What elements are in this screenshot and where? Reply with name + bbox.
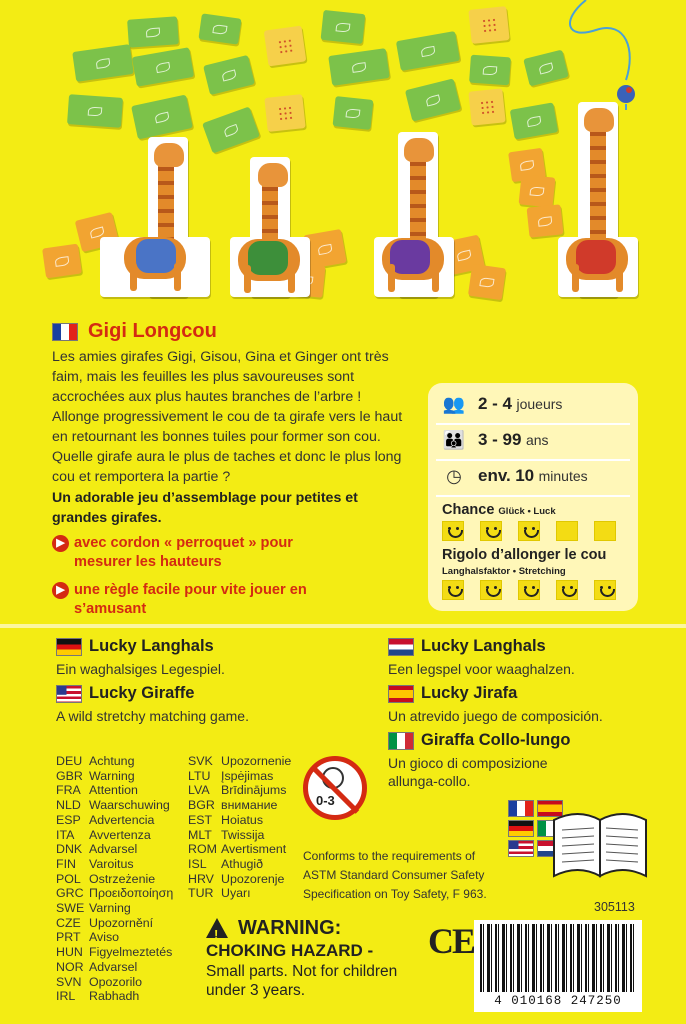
warning-subtitle: CHOKING HAZARD - [206,941,374,960]
country-code: DNK [56,842,83,857]
leaf-tile [396,31,460,71]
warning-word: Opozorilo [89,974,143,989]
time-unit: minutes [538,468,588,484]
smiley-icon [480,521,502,541]
smiley-icon [594,521,616,541]
country-code: HUN [56,945,83,960]
country-code: FIN [56,856,76,871]
warning-text: Small parts. Not for children under 3 years. [206,963,398,999]
title-it: Giraffa Collo-lungo [421,731,571,749]
players-row [442,393,562,415]
leaf-tile [510,102,559,139]
open-book-icon [552,806,648,878]
country-code: GRC [56,886,84,901]
warning-word: Aviso [89,930,120,945]
country-code: SWE [56,901,85,916]
warning-row [56,960,173,975]
smiley-icon [594,580,616,600]
title-de: Lucky Langhals [89,637,214,655]
time-prefix: env. [478,466,511,485]
leaf-tile [72,44,134,82]
country-code: NOR [56,959,84,974]
warning-word: Advarsel [89,842,138,857]
italian-heading [388,731,570,750]
time-value: 10 [515,466,535,485]
flag-germany-icon [508,820,534,837]
astm-conformity-text: Conforms to the requirements of ASTM Standard Consumer Safety Specification on Toy Safety, F 963. [303,849,487,901]
subtitle-de: Ein waghalsiges Legespiel. [56,661,225,677]
warning-row [56,769,173,784]
warning-word: Upozornenie [221,754,292,768]
time-row [442,465,588,487]
dice-tile [468,6,509,44]
country-code: MLT [188,827,212,842]
flag-netherlands-icon [388,638,414,656]
smiley-icon [442,580,464,600]
country-code: CZE [56,915,81,930]
subtitle-en: A wild stretchy matching game. [56,708,249,724]
title-nl: Lucky Langhals [421,637,546,655]
spot-tile [519,174,556,207]
warning-word: Προειδοποίηση [89,886,174,901]
leaf-tile [405,78,461,121]
leaf-tile [328,48,390,86]
section-divider [0,624,686,628]
smiley-icon [556,580,578,600]
divider [436,423,630,425]
warning-word: Upozornění [89,915,154,930]
warning-row [56,813,173,828]
leaf-tile [198,13,241,44]
arrow-right-icon: ▶ [52,535,69,552]
french-heading [52,320,217,343]
country-code: GBR [56,768,83,783]
warning-row [188,857,291,872]
giraffe-gigi [100,137,210,297]
warning-row [56,872,173,887]
country-code: POL [56,871,81,886]
warning-row [56,754,173,769]
age-symbol-text: 0-3 [316,793,335,808]
warning-word: Ostrzeżenie [89,871,156,886]
warning-word: Avertisment [221,842,287,857]
german-heading [56,637,214,656]
title-es: Lucky Jirafa [421,684,518,702]
smiley-icon [518,521,540,541]
country-code: BGR [188,798,215,813]
leaf-tile [333,96,374,130]
warning-heading [206,916,421,940]
product-illustration [0,0,686,315]
warning-row [188,798,291,813]
warning-word: внимание [221,798,278,813]
warning-word: Twissija [221,827,265,842]
chance-subtitle: Glück • Luck [498,506,556,517]
clock-icon: ◷ [446,466,462,486]
warning-word: Athugið [221,856,264,871]
warning-word: Figyelmeztetés [89,945,173,960]
parrot-cord [556,0,646,110]
leaf-tile [202,106,260,153]
warning-word: Varoitus [89,856,134,871]
subtitle-es: Un atrevido juego de composición. [388,708,603,724]
subtitle-it: Un gioco di composizione allunga-collo. [388,755,548,789]
warning-row [56,989,173,1004]
country-code: ITA [56,827,75,842]
product-code: 305113 [594,900,635,914]
country-code: EST [188,812,213,827]
age-row [442,429,549,451]
warning-word: Advarsel [89,959,138,974]
country-code: PRT [56,930,81,945]
spot-tile [42,244,82,279]
warning-title: WARNING: [238,917,342,939]
feature-bullet-cord [52,534,322,572]
warning-row [188,783,291,798]
country-code: TUR [188,886,214,901]
leaf-tile [469,55,511,86]
game-title-fr: Gigi Longcou [88,320,217,342]
flag-germany-icon [56,638,82,656]
multilingual-rules-icon [508,796,648,884]
fun-rating [442,580,616,600]
warning-row [188,886,291,901]
description-fr: Les amies girafes Gigi, Gisou, Gina et Ginger ont très faim, mais les feuilles les plus savoureuses sont accrochées aux plus hautes branches de l’arbre ! Allonge progressivement le cou de ta girafe vers le haut en retournant les bonnes tuiles pour former son cou. Quelle girafe aura le plus de taches et donc le plus long cou et remportera la partie ? [52,349,403,485]
smiley-icon [556,521,578,541]
leaf-tile [132,47,194,87]
dice-tile [264,26,307,67]
english-heading [56,684,194,703]
age-icon: 👪 [442,430,466,450]
country-code: ISL [188,856,207,871]
spanish-heading [388,684,517,703]
warning-row [188,828,291,843]
subtitle-nl: Een legspel voor waaghalzen. [388,661,575,677]
warning-word: Advertencia [89,812,155,827]
warning-row [188,872,291,887]
fun-subtitle: Langhalsfaktor • Stretching [442,566,566,577]
ce-mark: CE [428,921,475,961]
divider [436,495,630,497]
flag-italy-icon [388,732,414,750]
country-code: LTU [188,768,211,783]
fun-label: Rigolo d’allonger le cou [442,547,607,563]
warning-row [56,798,173,813]
warning-row [56,916,173,931]
no-children-under-3-symbol [303,756,367,820]
barcode [474,920,642,1012]
warning-row [56,886,173,901]
age-unit: ans [525,432,549,448]
leaf-tile [131,95,193,140]
warning-row [56,945,173,960]
warning-word: Attention [89,783,138,798]
title-en: Lucky Giraffe [89,684,195,702]
leaf-tile [127,16,179,47]
country-code: IRL [56,989,76,1004]
warning-row [188,754,291,769]
warning-row [188,769,291,784]
choking-warning [206,916,421,1000]
warning-word: Warning [89,768,135,783]
players-value: 2 - 4 [478,394,513,413]
leaf-tile [67,94,123,128]
warning-row [56,930,173,945]
warning-word: Uyarı [221,886,251,901]
warning-triangle-icon [206,918,228,938]
warning-row [56,842,173,857]
warning-list-col1 [56,754,173,1004]
warning-row [56,828,173,843]
warning-word: Brīdinājums [221,783,287,798]
warning-word: Avvertenza [89,827,151,842]
spot-tile [468,264,506,300]
flag-france-icon [508,800,534,817]
country-code: SVN [56,974,82,989]
country-code: HRV [188,871,214,886]
country-code: SVK [188,754,213,768]
age-value: 3 - 99 [478,430,522,449]
players-unit: joueurs [516,396,563,412]
warning-word: Varning [89,901,131,916]
giraffe-ginger [558,102,638,297]
giraffe-gisou [230,157,310,297]
barcode-digits: 4 010168 247250 [494,994,622,1008]
divider [436,459,630,461]
flag-spain-icon [388,685,414,703]
country-code: LVA [188,783,210,798]
smiley-icon [480,580,502,600]
flag-usa-icon [508,840,534,857]
flag-usa-icon [56,685,82,703]
giraffe-gina [374,132,454,297]
dice-tile [264,94,305,132]
leaf-tile [321,10,366,44]
dice-tile [468,88,505,125]
warning-row [56,901,173,916]
country-code: FRA [56,783,81,798]
warning-row [56,857,173,872]
warning-word: Rabhadh [89,989,140,1004]
arrow-right-icon: ▶ [52,582,69,599]
warning-row [56,975,173,990]
smiley-icon [518,580,540,600]
warning-word: Achtung [89,754,135,768]
warning-row [188,842,291,857]
tagline-fr: Un adorable jeu d’assemblage pour petites et grandes girafes. [52,490,358,526]
warning-row [188,813,291,828]
country-code: ESP [56,812,81,827]
warning-list-col2 [188,754,291,901]
country-code: NLD [56,798,81,813]
players-icon: 👥 [442,394,466,414]
country-code: DEU [56,754,83,768]
smiley-icon [442,521,464,541]
feature-bullet-rules [52,581,342,619]
dutch-heading [388,637,546,656]
feature-text: avec cordon « perroquet » pour mesurer les hauteurs [74,535,293,570]
warning-row [56,783,173,798]
barcode-bars [480,924,636,992]
chance-label [442,502,556,518]
leaf-tile [203,55,255,95]
chance-title: Chance [442,502,495,518]
warning-word: Įspėjimas [221,768,274,783]
chance-rating [442,521,616,541]
flag-france-icon [52,323,78,341]
country-code: ROM [188,842,217,857]
warning-word: Upozorenje [221,871,285,886]
feature-text: une règle facile pour vite jouer en s’amusant [74,582,307,617]
warning-word: Waarschuwing [89,798,170,813]
warning-word: Hoiatus [221,812,264,827]
game-info-box [428,383,638,611]
